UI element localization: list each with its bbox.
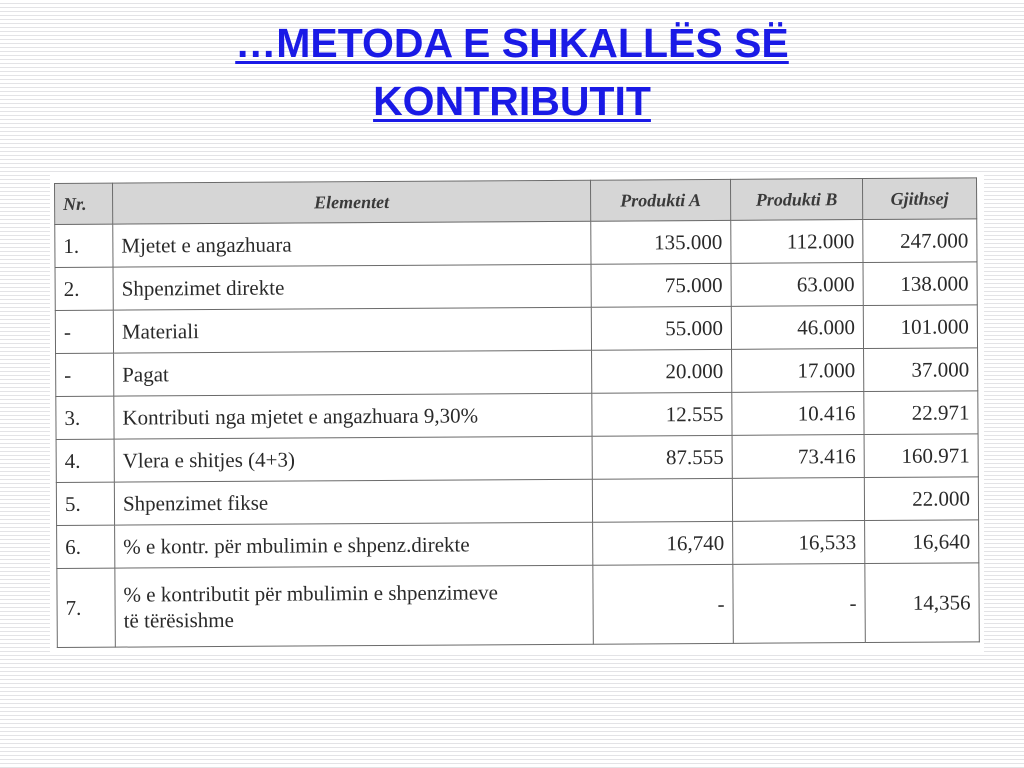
row-element: % e kontr. për mbulimin e shpenz.direkte [115,522,593,568]
contribution-table [54,177,980,648]
row-produkti-a: 16,740 [593,521,733,565]
row-produkti-a: - [593,564,733,644]
row-gjithsej: 37.000 [864,348,978,392]
table-row [57,563,979,648]
row-produkti-a [592,478,732,522]
header-gjithsej: Gjithsej [862,178,976,220]
table-row [56,348,978,397]
row-gjithsej: 138.000 [863,262,977,306]
row-number: 6. [57,525,115,568]
row-number: 3. [56,396,114,439]
row-gjithsej: 16,640 [865,520,979,564]
row-produkti-b: 17.000 [732,349,864,393]
row-number: - [56,353,114,396]
row-gjithsej: 22.000 [864,477,978,521]
row-number: - [55,310,113,353]
row-produkti-b: 112.000 [731,220,863,264]
row-gjithsej: 247.000 [863,219,977,263]
row-number: 7. [57,568,115,647]
header-elementet: Elementet [113,180,591,224]
row-number: 5. [56,482,114,525]
header-produkti-a: Produkti A [590,179,730,221]
header-nr: Nr. [55,183,113,224]
slide-title [0,14,1024,130]
row-gjithsej: 160.971 [864,434,978,478]
row-gjithsej: 14,356 [865,563,979,643]
row-produkti-b [732,478,864,522]
row-number: 1. [55,224,113,267]
row-produkti-b: 46.000 [731,306,863,350]
table-row [55,305,977,354]
slide-title-line-1: …METODA E SHKALLËS SË [235,20,789,66]
row-element: Kontributi nga mjetet e angazhuara 9,30% [114,393,592,439]
table-row [56,477,978,526]
row-produkti-b: - [733,564,865,644]
table-row [55,262,977,311]
row-element: Mjetet e angazhuara [113,221,591,267]
slide-title-line-2: KONTRIBUTIT [373,78,651,124]
row-element-line-2: të tërësishme [123,607,234,633]
row-element-line-1: % e kontributit për mbulimin e shpenzimeve [123,580,499,607]
row-produkti-a: 75.000 [591,263,731,307]
row-produkti-a: 12.555 [592,392,732,436]
scanned-table-image [50,175,984,653]
row-gjithsej: 22.971 [864,391,978,435]
row-element: Pagat [114,350,592,396]
row-number: 4. [56,439,114,482]
row-element: Shpenzimet direkte [113,264,591,310]
row-produkti-a: 135.000 [591,220,731,264]
table-row [57,520,979,569]
row-element: Materiali [113,307,591,353]
row-produkti-b: 10.416 [732,392,864,436]
row-produkti-b: 73.416 [732,435,864,479]
row-gjithsej: 101.000 [863,305,977,349]
table-header-row [55,178,977,225]
row-element: Shpenzimet fikse [114,479,592,525]
row-produkti-a: 20.000 [592,349,732,393]
row-element: Vlera e shitjes (4+3) [114,436,592,482]
table-row [56,391,978,440]
row-produkti-b: 63.000 [731,263,863,307]
row-produkti-b: 16,533 [733,521,865,565]
row-produkti-a: 55.000 [591,306,731,350]
row-element [115,565,593,647]
row-number: 2. [55,267,113,310]
header-produkti-b: Produkti B [730,179,862,221]
table-row [56,434,978,483]
table-row [55,219,977,268]
row-produkti-a: 87.555 [592,435,732,479]
